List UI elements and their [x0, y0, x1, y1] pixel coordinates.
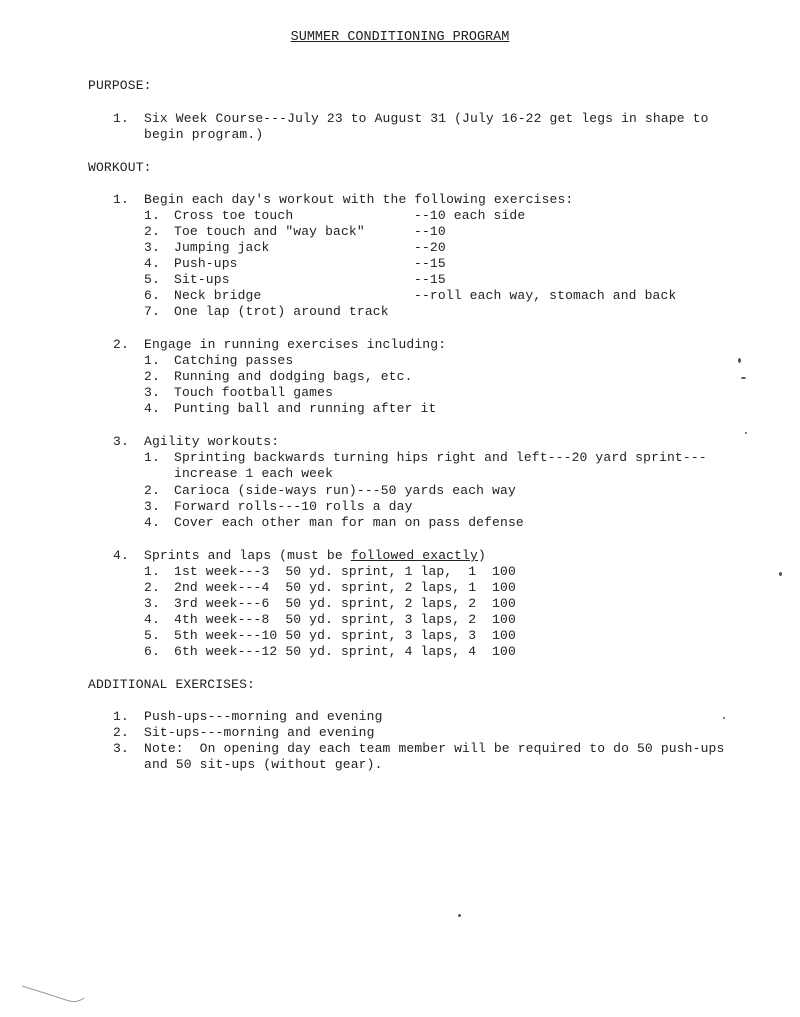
list-item: Touch football games: [174, 385, 334, 400]
exercise-reps: --15: [414, 272, 446, 287]
workout-heading: WORKOUT:: [88, 160, 152, 175]
exercise-reps: --20: [414, 240, 446, 255]
purpose-item-line-1: Six Week Course---July 23 to August 31 (July 16-22 get legs in shape to: [144, 111, 709, 126]
section-title: Engage in running exercises including:: [144, 337, 447, 352]
list-item: Push-ups---morning and evening: [144, 709, 383, 724]
list-item: Carioca (side-ways run)---50 yards each way: [174, 483, 516, 498]
exercise-number: 2.: [144, 224, 160, 239]
exercise-name: Push-ups: [174, 256, 238, 271]
exercise-name: Neck bridge: [174, 288, 262, 303]
document-title: SUMMER CONDITIONING PROGRAM: [290, 30, 510, 45]
list-item-number: 2.: [113, 725, 129, 740]
exercise-name: Sit-ups: [174, 272, 230, 287]
schedule-number: 4.: [144, 612, 160, 627]
exercise-number: 6.: [144, 288, 160, 303]
list-item-number: 2.: [144, 483, 160, 498]
exercise-name: Jumping jack: [174, 240, 270, 255]
list-item-continuation: increase 1 each week: [174, 466, 334, 481]
list-item: Catching passes: [174, 353, 294, 368]
scan-speck: [458, 914, 461, 917]
schedule-number: 5.: [144, 628, 160, 643]
section-title-emphasis: followed exactly: [350, 548, 478, 563]
scan-speck: [723, 717, 725, 719]
list-item: Forward rolls---10 rolls a day: [174, 499, 413, 514]
section-number: 3.: [113, 434, 129, 449]
list-item-number: 4.: [144, 515, 160, 530]
schedule-row: 2nd week---4 50 yd. sprint, 2 laps, 1 100: [174, 580, 516, 595]
scan-speck: [738, 358, 741, 363]
exercise-reps: --10 each side: [414, 208, 526, 223]
list-item-number: 1.: [144, 450, 160, 465]
schedule-row: 3rd week---6 50 yd. sprint, 2 laps, 2 100: [174, 596, 516, 611]
exercise-reps: --roll each way, stomach and back: [414, 288, 677, 303]
schedule-row: 4th week---8 50 yd. sprint, 3 laps, 2 100: [174, 612, 516, 627]
exercise-number: 1.: [144, 208, 160, 223]
exercise-number: 3.: [144, 240, 160, 255]
purpose-item-number: 1.: [113, 111, 129, 126]
schedule-row: 1st week---3 50 yd. sprint, 1 lap, 1 100: [174, 564, 516, 579]
exercise-reps: --10: [414, 224, 446, 239]
list-item: Note: On opening day each team member will be required to do 50 push-ups: [144, 741, 725, 756]
list-item-number: 1.: [144, 353, 160, 368]
purpose-item-line-2: begin program.): [144, 127, 264, 142]
list-item-number: 2.: [144, 369, 160, 384]
scan-mark: [18, 980, 88, 1010]
list-item: Sit-ups---morning and evening: [144, 725, 375, 740]
list-item: Punting ball and running after it: [174, 401, 437, 416]
schedule-number: 6.: [144, 644, 160, 659]
list-item: Running and dodging bags, etc.: [174, 369, 413, 384]
list-item-continuation: and 50 sit-ups (without gear).: [144, 757, 383, 772]
list-item: Sprinting backwards turning hips right and left---20 yard sprint---: [174, 450, 707, 465]
scan-speck: [745, 432, 747, 434]
list-item-number: 3.: [144, 385, 160, 400]
list-item-number: 4.: [144, 401, 160, 416]
schedule-number: 2.: [144, 580, 160, 595]
list-item: Cover each other man for man on pass defense: [174, 515, 524, 530]
schedule-number: 1.: [144, 564, 160, 579]
section-title-start: Sprints and laps (must be: [144, 548, 351, 563]
exercise-number: 7.: [144, 304, 160, 319]
additional-heading: ADDITIONAL EXERCISES:: [88, 677, 255, 692]
section-title: Agility workouts:: [144, 434, 280, 449]
list-item-number: 3.: [144, 499, 160, 514]
schedule-row: 6th week---12 50 yd. sprint, 4 laps, 4 100: [174, 644, 516, 659]
section-title: [144, 548, 486, 564]
exercise-name: Cross toe touch: [174, 208, 294, 223]
schedule-number: 3.: [144, 596, 160, 611]
exercise-reps: --15: [414, 256, 446, 271]
exercise-number: 5.: [144, 272, 160, 287]
list-item-number: 1.: [113, 709, 129, 724]
exercise-name: One lap (trot) around track: [174, 304, 389, 319]
section-number: 2.: [113, 337, 129, 352]
section-number: 4.: [113, 548, 129, 563]
exercise-number: 4.: [144, 256, 160, 271]
purpose-heading: PURPOSE:: [88, 78, 152, 93]
scan-speck: [741, 377, 746, 379]
list-item-number: 3.: [113, 741, 129, 756]
scan-speck: [779, 572, 782, 576]
section-number: 1.: [113, 192, 129, 207]
exercise-name: Toe touch and "way back": [174, 224, 365, 239]
section-title-end: ): [477, 548, 486, 563]
section-title: Begin each day's workout with the following exercises:: [144, 192, 574, 207]
schedule-row: 5th week---10 50 yd. sprint, 3 laps, 3 100: [174, 628, 516, 643]
